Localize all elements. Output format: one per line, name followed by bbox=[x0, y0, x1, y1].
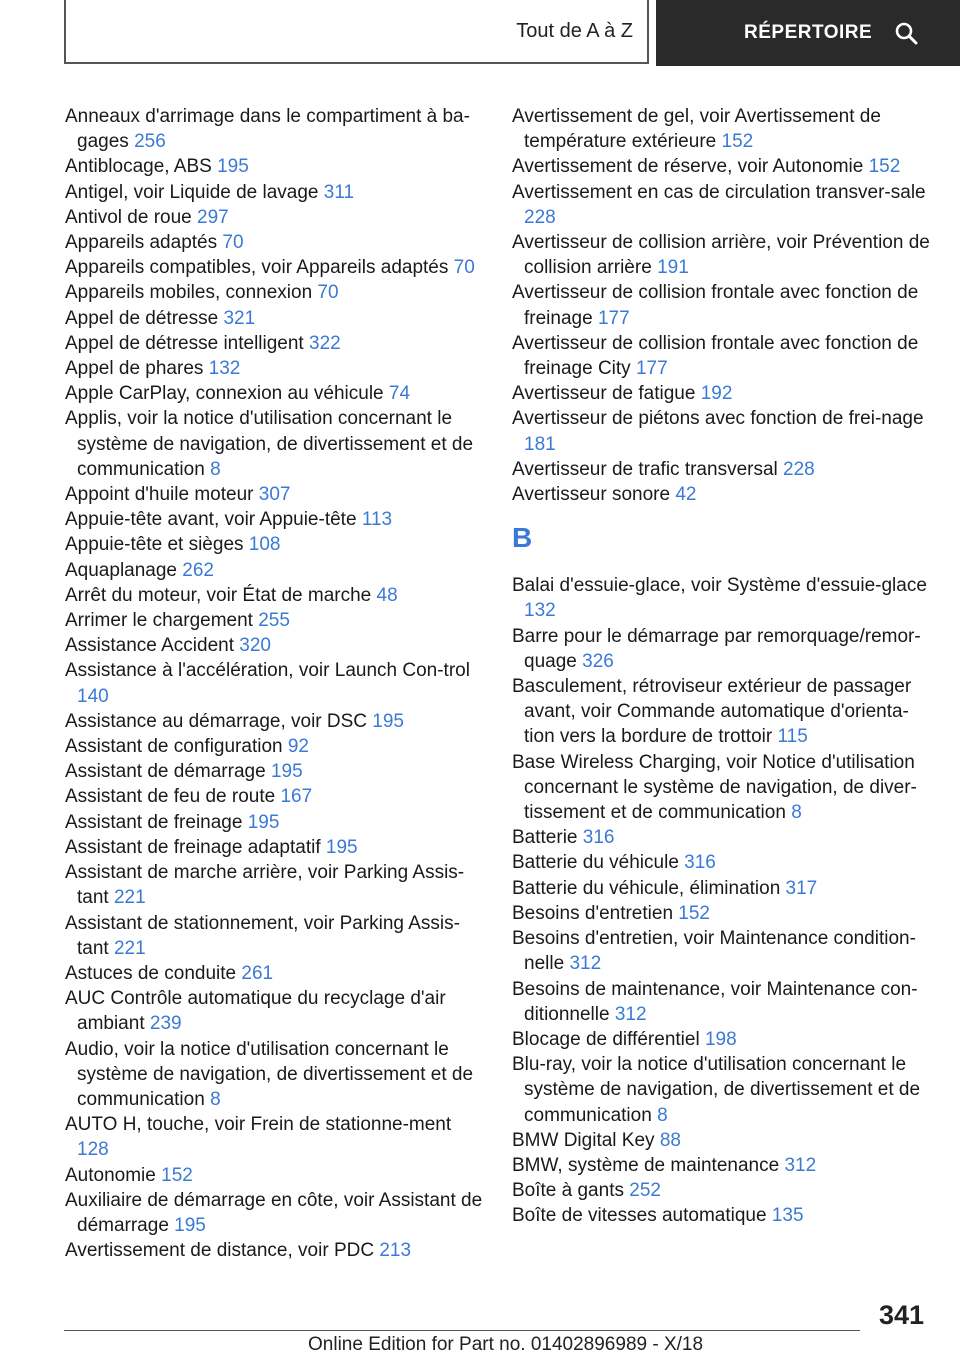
index-entry bbox=[512, 926, 932, 976]
entry-page-link[interactable]: 74 bbox=[388, 383, 411, 405]
index-entry bbox=[65, 406, 485, 482]
entry-page-link[interactable]: 191 bbox=[657, 257, 689, 279]
entry-page-link[interactable]: 128 bbox=[77, 1139, 109, 1161]
entry-term: Appareils adaptés bbox=[65, 232, 218, 254]
index-entry bbox=[512, 825, 932, 850]
header bbox=[0, 0, 960, 66]
index-entry bbox=[65, 911, 485, 961]
index-entry bbox=[65, 608, 485, 633]
index-entry bbox=[65, 306, 485, 331]
entry-term: Blocage de différentiel bbox=[512, 1028, 700, 1050]
tab-tout-de-a-a-z[interactable] bbox=[64, 0, 649, 64]
entry-term: Antiblocage, ABS bbox=[65, 156, 212, 178]
entry-term: Assistance au démarrage, voir DSC bbox=[65, 710, 368, 732]
entry-term: Avertisseur de collision frontale avec fonction de freinage City bbox=[512, 332, 919, 380]
entry-term: Avertissement de distance, voir PDC bbox=[65, 1240, 375, 1262]
entry-term: Avertisseur sonore bbox=[512, 484, 671, 506]
entry-page-link[interactable]: 312 bbox=[569, 953, 602, 975]
index-entry bbox=[65, 507, 485, 532]
entry-term: Audio, voir la notice d'utilisation concernant le système de navigation, de divertissement et de communication bbox=[65, 1038, 474, 1110]
index-entry bbox=[65, 230, 485, 255]
index-entry bbox=[65, 759, 485, 784]
entry-page-link[interactable]: 252 bbox=[629, 1180, 661, 1202]
index-entry bbox=[512, 1178, 932, 1203]
entry-page-link[interactable]: 70 bbox=[317, 282, 339, 304]
entry-page-link[interactable]: 181 bbox=[524, 433, 556, 455]
index-entry bbox=[512, 154, 932, 179]
entry-page-link[interactable]: 108 bbox=[248, 534, 281, 556]
entry-page-link[interactable]: 152 bbox=[678, 902, 710, 924]
entry-page-link[interactable]: 135 bbox=[771, 1205, 804, 1227]
entry-term: Base Wireless Charging, voir Notice d'utilisation concernant le système de navigation, de diver-tissement et de communication bbox=[512, 751, 917, 824]
entry-page-link[interactable]: 152 bbox=[161, 1164, 193, 1186]
entry-term: Avertisseur de collision frontale avec fonction de freinage bbox=[512, 282, 919, 329]
entry-term: Appel de détresse bbox=[65, 307, 219, 329]
entry-term: Besoins d'entretien bbox=[512, 902, 674, 924]
entry-term: Appuie-tête et sièges bbox=[65, 534, 244, 556]
footer-rule bbox=[64, 1330, 860, 1331]
index-entry bbox=[65, 558, 485, 583]
index-entry bbox=[512, 674, 932, 750]
index-entry bbox=[512, 104, 932, 154]
entry-page-link[interactable]: 8 bbox=[657, 1104, 668, 1126]
entry-page-link[interactable]: 262 bbox=[182, 559, 214, 581]
index-entry bbox=[65, 784, 485, 809]
entry-term: Arrêt du moteur, voir État de marche bbox=[65, 584, 372, 606]
index-entry bbox=[512, 1052, 932, 1128]
index-entry bbox=[512, 331, 932, 381]
entry-term: Assistant de configuration bbox=[65, 736, 283, 758]
entry-term: Assistant de démarrage bbox=[65, 761, 266, 783]
index-entry bbox=[512, 406, 932, 456]
index-entry bbox=[65, 986, 485, 1036]
index-entry bbox=[65, 658, 485, 708]
entry-page-link[interactable]: 88 bbox=[659, 1129, 681, 1151]
index-entry bbox=[65, 280, 485, 305]
entry-term: Assistant de freinage bbox=[65, 811, 243, 833]
entry-term: Anneaux d'arrimage dans le compartiment à ba-gages bbox=[65, 106, 470, 153]
entry-page-link[interactable]: 221 bbox=[113, 937, 146, 959]
index-entry bbox=[512, 180, 932, 230]
entry-term: Avertisseur de trafic transversal bbox=[512, 458, 778, 480]
index-group-a bbox=[512, 104, 932, 507]
entry-page-link[interactable]: 326 bbox=[582, 650, 614, 672]
entry-term: Aquaplanage bbox=[65, 559, 177, 581]
entry-term: Avertisseur de collision arrière, voir Prévention de collision arrière bbox=[512, 232, 930, 279]
entry-term: Boîte de vitesses automatique bbox=[512, 1205, 767, 1227]
entry-page-link[interactable]: 195 bbox=[247, 811, 280, 833]
entry-page-link[interactable]: 8 bbox=[791, 802, 802, 824]
index-entry bbox=[512, 1128, 932, 1153]
entry-page-link[interactable]: 320 bbox=[239, 635, 271, 657]
entry-page-link[interactable]: 213 bbox=[379, 1240, 412, 1262]
index-column-left bbox=[65, 104, 485, 1263]
entry-term: Batterie bbox=[512, 827, 578, 849]
entry-page-link[interactable]: 70 bbox=[453, 257, 475, 279]
entry-page-link[interactable]: 132 bbox=[524, 600, 556, 622]
entry-term: Arrimer le chargement bbox=[65, 610, 253, 632]
index-entry bbox=[65, 1037, 485, 1113]
section-letter: B bbox=[512, 522, 533, 554]
entry-term: Avertissement de réserve, voir Autonomie bbox=[512, 156, 864, 178]
entry-term: Avertissement en cas de circulation transver-sale bbox=[512, 181, 926, 203]
index-entry bbox=[65, 583, 485, 608]
index-entry bbox=[512, 977, 932, 1027]
index-group-b bbox=[512, 573, 932, 1228]
index-entry bbox=[512, 457, 932, 482]
entry-page-link[interactable]: 297 bbox=[197, 206, 229, 228]
index-entry bbox=[65, 255, 485, 280]
index-entry bbox=[512, 381, 932, 406]
index-entry bbox=[65, 154, 485, 179]
entry-page-link[interactable]: 307 bbox=[258, 484, 291, 506]
index-entry bbox=[65, 810, 485, 835]
entry-term: Balai d'essuie-glace, voir Système d'essuie-glace bbox=[512, 575, 927, 597]
entry-term: Appareils compatibles, voir Appareils adaptés bbox=[65, 257, 449, 279]
index-entry bbox=[512, 573, 932, 623]
entry-term: AUTO H, touche, voir Frein de stationne-ment bbox=[65, 1114, 452, 1136]
entry-page-link[interactable]: 92 bbox=[287, 736, 309, 758]
index-entry bbox=[512, 1027, 932, 1052]
entry-page-link[interactable]: 195 bbox=[217, 156, 249, 178]
entry-term: AUC Contrôle automatique du recyclage d'air ambiant bbox=[65, 988, 446, 1035]
entry-page-link[interactable]: 192 bbox=[700, 383, 733, 405]
entry-page-link[interactable]: 261 bbox=[241, 962, 274, 984]
entry-page-link[interactable]: 195 bbox=[174, 1214, 206, 1236]
entry-term: Assistance Accident bbox=[65, 635, 234, 657]
entry-term: Basculement, rétroviseur extérieur de passager avant, voir Commande automatique d'orienta-tion vers la bordure de trottoir bbox=[512, 676, 912, 748]
entry-page-link[interactable]: 113 bbox=[361, 509, 393, 531]
entry-term: Avertisseur de piétons avec fonction de frei-nage bbox=[512, 408, 924, 430]
entry-term: Applis, voir la notice d'utilisation concernant le système de navigation, de divertissement et de communication bbox=[65, 408, 474, 480]
entry-term: Apple CarPlay, connexion au véhicule bbox=[65, 383, 384, 405]
entry-page-link[interactable]: 152 bbox=[868, 156, 901, 178]
entry-page-link[interactable]: 311 bbox=[323, 181, 355, 203]
index-entry bbox=[65, 961, 485, 986]
entry-page-link[interactable]: 321 bbox=[223, 307, 256, 329]
entry-page-link[interactable]: 115 bbox=[777, 726, 808, 748]
index-entry bbox=[65, 1163, 485, 1188]
entry-page-link[interactable]: 8 bbox=[210, 458, 221, 480]
entry-term: Avertisseur de fatigue bbox=[512, 383, 696, 405]
entry-page-link[interactable]: 152 bbox=[721, 131, 754, 153]
index-entry bbox=[65, 381, 485, 406]
entry-term: Appel de détresse intelligent bbox=[65, 332, 304, 354]
index-entry bbox=[512, 230, 932, 280]
index-entry bbox=[65, 1188, 485, 1238]
entry-page-link[interactable]: 195 bbox=[325, 836, 358, 858]
index-entry bbox=[512, 750, 932, 826]
entry-page-link[interactable]: 228 bbox=[783, 458, 815, 480]
index-entry bbox=[65, 734, 485, 759]
index-entry bbox=[65, 356, 485, 381]
entry-term: Barre pour le démarrage par remorquage/remor-quage bbox=[512, 625, 921, 672]
index-entry bbox=[65, 835, 485, 860]
entry-term: Boîte à gants bbox=[512, 1180, 624, 1202]
index-entry bbox=[512, 280, 932, 330]
entry-page-link[interactable]: 42 bbox=[675, 484, 697, 506]
entry-term: Batterie du véhicule bbox=[512, 852, 679, 874]
index-entry bbox=[512, 876, 932, 901]
index-entry bbox=[512, 850, 932, 875]
index-entry bbox=[65, 532, 485, 557]
page-number: 341 bbox=[878, 1300, 924, 1330]
entry-term: Assistant de freinage adaptatif bbox=[65, 836, 321, 858]
entry-page-link[interactable]: 317 bbox=[785, 877, 818, 899]
entry-page-link[interactable]: 322 bbox=[309, 332, 341, 354]
entry-page-link[interactable]: 316 bbox=[684, 852, 716, 874]
entry-term: Assistance à l'accélération, voir Launch Con-trol bbox=[65, 660, 470, 682]
entry-page-link[interactable]: 177 bbox=[635, 358, 668, 380]
index-entry bbox=[65, 860, 485, 910]
footer-edition: Online Edition for Part no. 01402896989 - X/18 bbox=[308, 1334, 704, 1355]
index-entry bbox=[65, 1238, 485, 1263]
entry-page-link[interactable]: 177 bbox=[597, 307, 630, 329]
entry-term: Auxiliaire de démarrage en côte, voir Assistant de démarrage bbox=[65, 1189, 483, 1236]
search-icon bbox=[894, 21, 918, 45]
entry-term: Batterie du véhicule, élimination bbox=[512, 877, 781, 899]
index-entry bbox=[512, 482, 932, 507]
tab-repertoire[interactable] bbox=[656, 0, 960, 66]
entry-page-link[interactable]: 132 bbox=[208, 358, 241, 380]
index-entry bbox=[512, 1203, 932, 1228]
entry-term: Besoins de maintenance, voir Maintenance con-ditionnelle bbox=[512, 978, 918, 1025]
entry-page-link[interactable]: 221 bbox=[113, 887, 146, 909]
index-entry bbox=[512, 624, 932, 674]
entry-page-link[interactable]: 256 bbox=[134, 131, 166, 153]
index-entry bbox=[65, 104, 485, 154]
entry-page-link[interactable]: 255 bbox=[258, 610, 290, 632]
entry-page-link[interactable]: 228 bbox=[524, 206, 556, 228]
entry-term: BMW Digital Key bbox=[512, 1129, 655, 1151]
entry-page-link[interactable]: 140 bbox=[77, 685, 109, 707]
index-entry bbox=[65, 633, 485, 658]
entry-term: Blu-ray, voir la notice d'utilisation concernant le système de navigation, de divertissement et de communication bbox=[512, 1054, 921, 1126]
entry-page-link[interactable]: 312 bbox=[784, 1154, 817, 1176]
index-entry bbox=[512, 1153, 932, 1178]
index-entry bbox=[65, 180, 485, 205]
entry-term: Appareils mobiles, connexion bbox=[65, 282, 313, 304]
entry-page-link[interactable]: 198 bbox=[704, 1028, 737, 1050]
tab-label: Tout de A à Z bbox=[516, 19, 633, 42]
index-entry bbox=[65, 1112, 485, 1162]
entry-term: Assistant de stationnement, voir Parking Assis-tant bbox=[65, 912, 460, 959]
index-column-right bbox=[512, 104, 932, 1229]
entry-page-link[interactable]: 8 bbox=[210, 1088, 221, 1110]
entry-term: Appuie-tête avant, voir Appuie-tête bbox=[65, 509, 357, 531]
entry-page-link[interactable]: 167 bbox=[280, 786, 313, 808]
entry-term: Appoint d'huile moteur bbox=[65, 484, 254, 506]
tab-label: RÉPERTOIRE bbox=[744, 22, 873, 43]
entry-page-link[interactable]: 316 bbox=[582, 827, 615, 849]
entry-page-link[interactable]: 48 bbox=[376, 584, 398, 606]
index-entry bbox=[65, 709, 485, 734]
entry-term: Antigel, voir Liquide de lavage bbox=[65, 181, 319, 203]
index-entry bbox=[65, 331, 485, 356]
entry-term: Besoins d'entretien, voir Maintenance condition-nelle bbox=[512, 928, 916, 975]
entry-term: Assistant de feu de route bbox=[65, 786, 276, 808]
entry-term: Assistant de marche arrière, voir Parking Assis-tant bbox=[65, 862, 465, 909]
entry-term: BMW, système de maintenance bbox=[512, 1154, 780, 1176]
index-entry bbox=[65, 482, 485, 507]
entry-term: Appel de phares bbox=[65, 358, 204, 380]
index-entry bbox=[512, 901, 932, 926]
entry-term: Antivol de roue bbox=[65, 206, 192, 228]
entry-page-link[interactable]: 70 bbox=[222, 232, 244, 254]
entry-term: Autonomie bbox=[65, 1164, 156, 1186]
entry-page-link[interactable]: 312 bbox=[614, 1003, 647, 1025]
entry-page-link[interactable]: 239 bbox=[149, 1013, 182, 1035]
entry-term: Avertissement de gel, voir Avertissement de température extérieure bbox=[512, 106, 881, 153]
index-entry bbox=[65, 205, 485, 230]
entry-page-link[interactable]: 195 bbox=[270, 761, 303, 783]
entry-term: Astuces de conduite bbox=[65, 962, 237, 984]
entry-page-link[interactable]: 195 bbox=[372, 710, 404, 732]
